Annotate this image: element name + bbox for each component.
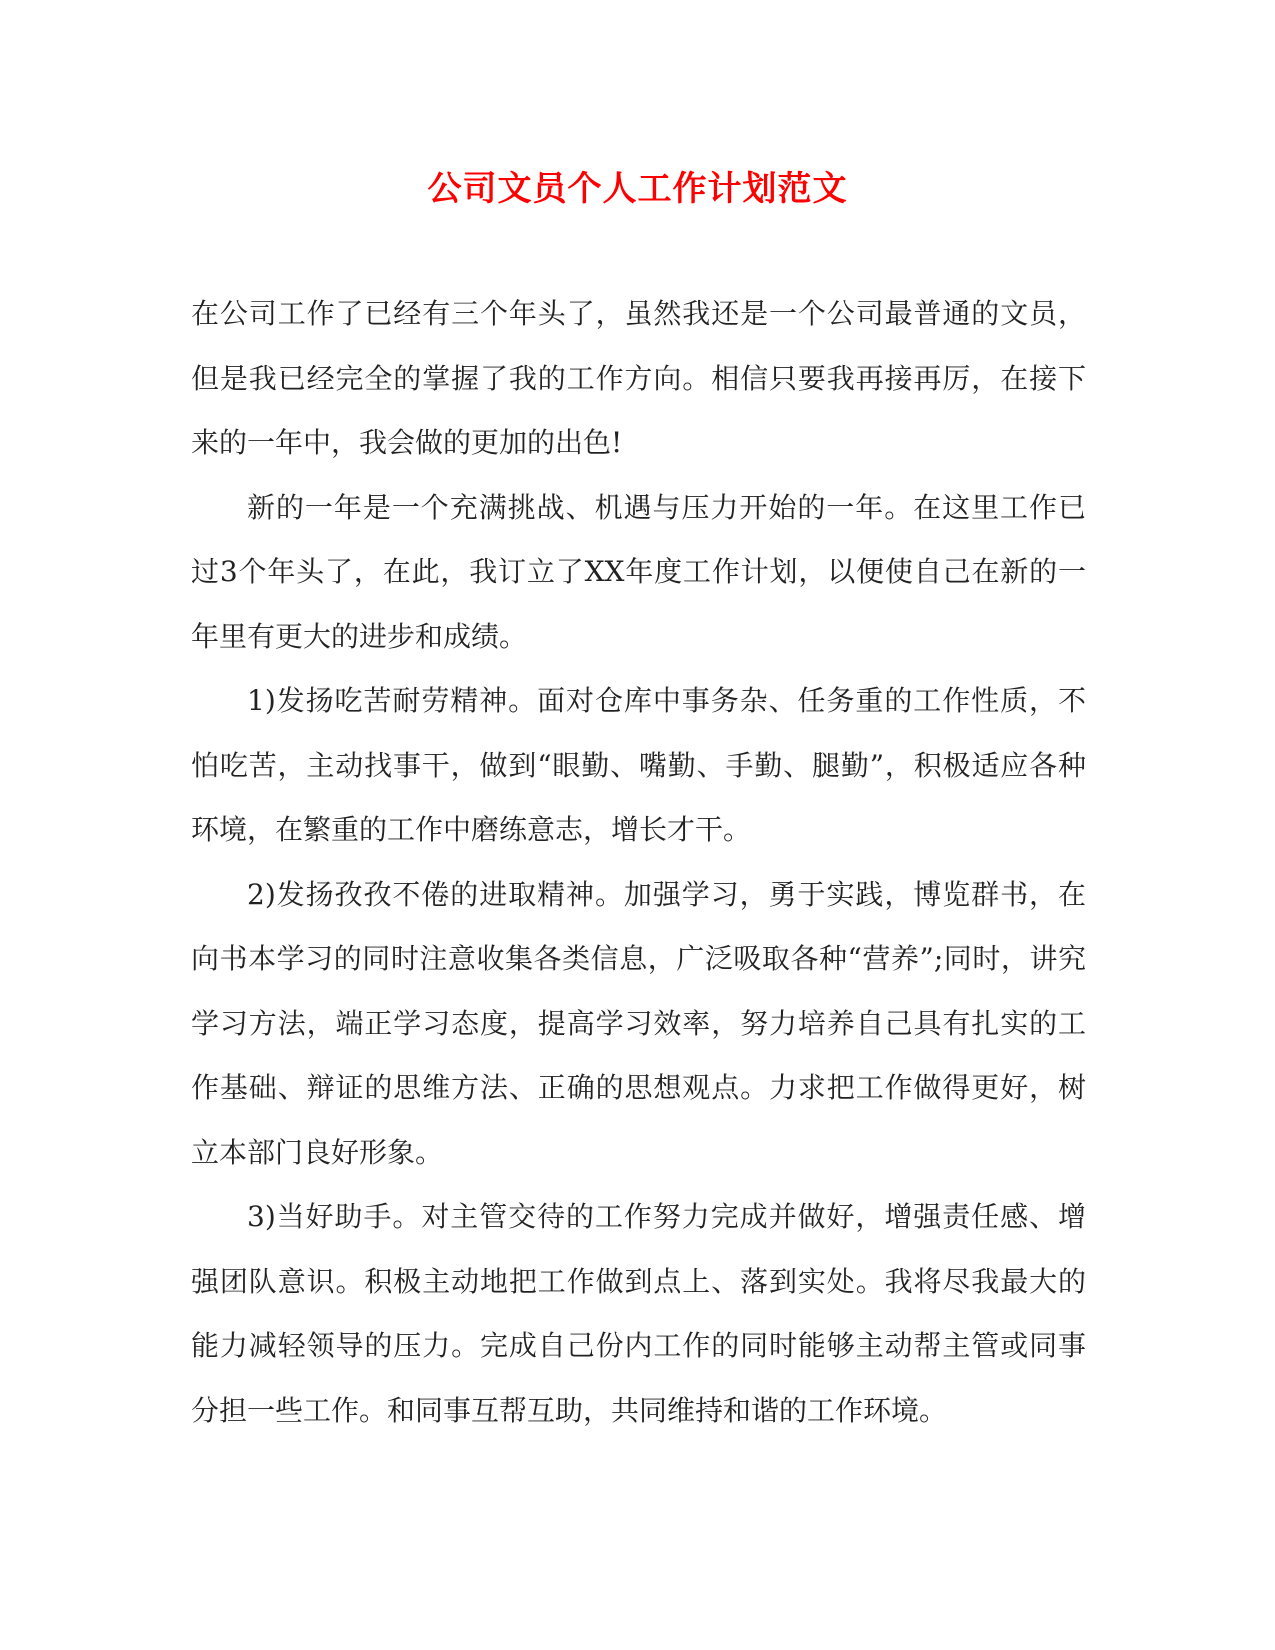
document-title: 公司文员个人工作计划范文 [427, 169, 848, 209]
paragraph-item-2: 2)发扬孜孜不倦的进取精神。加强学习，勇于实践，博览群书，在向书本学习的同时注意收集各类信息，广泛吸取各种“营养”;同时，讲究学习方法，端正学习态度，提高学习效率，努力培养自己具有扎实的工作基础、辩证的思维方法、正确的思想观点。力求把工作做得更好，树立本部门良好形象。 [191, 877, 1086, 1169]
paragraph-item-3: 3)当好助手。对主管交待的工作努力完成并做好，增强责任感、增强团队意识。积极主动地把工作做到点上、落到实处。我将尽我最大的能力减轻领导的压力。完成自己份内工作的同时能够主动帮主管或同事分担一些工作。和同事互帮互助，共同维持和谐的工作环境。 [191, 1200, 1086, 1427]
paragraph-item-1: 1)发扬吃苦耐劳精神。面对仓库中事务杂、任务重的工作性质，不怕吃苦，主动找事干，做到“眼勤、嘴勤、手勤、腿勤”，积极适应各种环境，在繁重的工作中磨练意志，增长才干。 [191, 684, 1086, 846]
document-body [191, 282, 1086, 1443]
paragraph-new-year: 新的一年是一个充满挑战、机遇与压力开始的一年。在这里工作已过3个年头了，在此，我订立了XX年度工作计划，以便使自己在新的一年里有更大的进步和成绩。 [191, 490, 1086, 653]
paragraph-intro: 在公司工作了已经有三个年头了，虽然我还是一个公司最普通的文员，但是我已经完全的掌握了我的工作方向。相信只要我再接再厉，在接下来的一年中，我会做的更加的出色! [191, 297, 1086, 459]
